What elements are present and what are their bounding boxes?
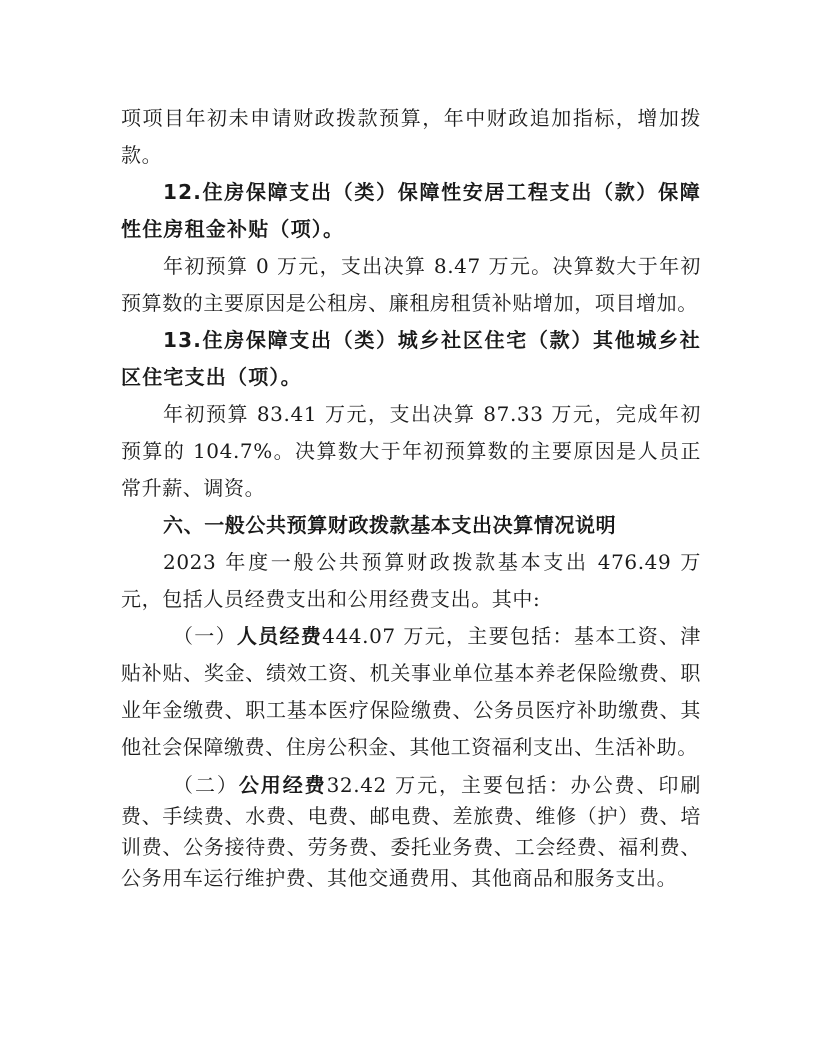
personnel-expense-label: 人员经费 [236,624,323,648]
section-6-body: 2023 年度一般公共预算财政拨款基本支出 476.49 万元，包括人员经费支出和公用经费支出。其中: [121,550,701,611]
personnel-expense-prefix: （一） [173,624,237,648]
item-13-body: 年初预算 83.41 万元，支出决算 87.33 万元，完成年初预算的 104.7%。决算数大于年初预算数的主要原因是人员正常升薪、调资。 [121,402,701,500]
item-12-body: 年初预算 0 万元，支出决算 8.47 万元。决算数大于年初预算数的主要原因是公租房、廉租房租赁补贴增加，项目增加。 [121,254,701,315]
public-expense-label: 公用经费 [238,773,327,797]
paragraph-continuation: 项项目年初未申请财政拨款预算，年中财政追加指标，增加拨款。 [121,106,701,167]
item-13-heading: 13.住房保障支出（类）城乡社区住宅（款）其他城乡社区住宅支出（项）。 [121,328,701,389]
personnel-expense-paragraph [121,618,701,766]
public-expense-text: 32.42 万元，主要包括：办公费、印刷费、手续费、水费、电费、邮电费、差旅费、维修（护）费、培训费、公务接待费、劳务费、委托业务费、工会经费、福利费、公务用车运行维护费、其他交通费用、其他商品和服务支出。 [121,773,701,890]
public-expense-prefix: （二） [173,773,239,797]
document-body [121,100,701,894]
item-12-heading: 12.住房保障支出（类）保障性安居工程支出（款）保障性住房租金补贴（项）。 [121,180,701,241]
public-expense-paragraph [121,770,701,894]
personnel-expense-text: 444.07 万元，主要包括：基本工资、津贴补贴、奖金、绩效工资、机关事业单位基本养老保险缴费、职业年金缴费、职工基本医疗保险缴费、公务员医疗补助缴费、其他社会保障缴费、住房公积金、其他工资福利支出、生活补助。 [121,624,701,759]
section-6-title: 六、一般公共预算财政拨款基本支出决算情况说明 [163,513,617,537]
